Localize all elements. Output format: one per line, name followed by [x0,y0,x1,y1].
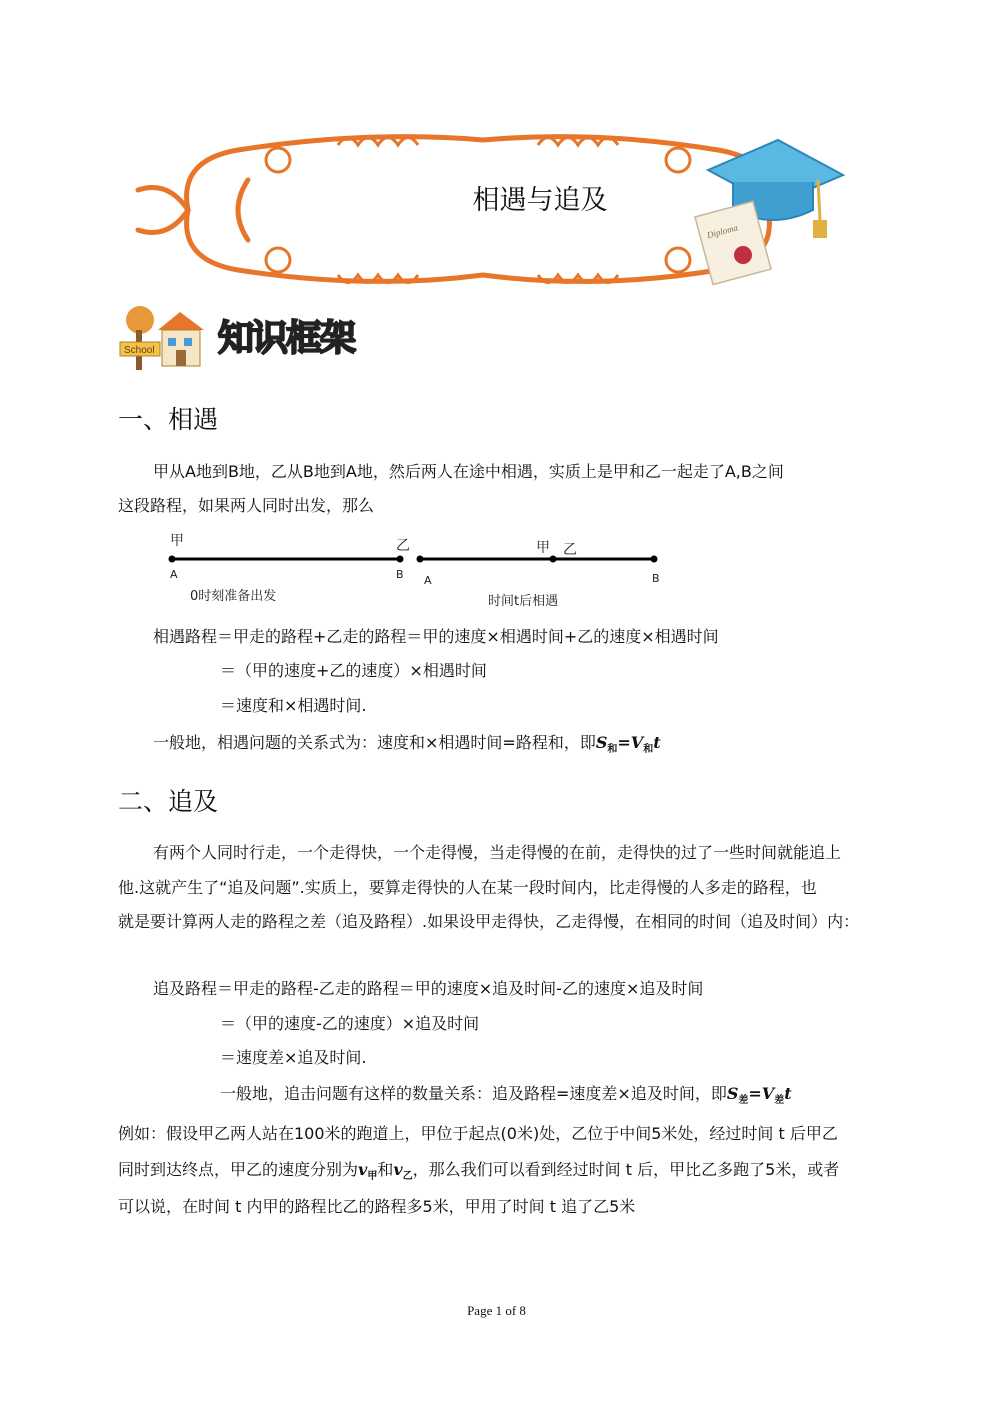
page-title: 相遇与追及 [472,185,608,216]
section2-para-line2: 他.这就产生了“追及问题”.实质上，要算走得快的人在某一段时间内，比走得慢的人多走的路程，也 [118,878,817,897]
example-line1: 例如：假设甲乙两人站在100米的跑道上，甲位于起点(0米)处，乙位于中间5米处，经过时间 t 后甲乙 [118,1124,838,1143]
diagram-right-yi: 乙 [563,542,577,558]
svg-text:School: School [124,345,155,356]
section2-para-line1: 有两个人同时行走，一个走得快，一个走得慢，当走得慢的在前，走得快的过了一些时间就能追上 [153,843,842,862]
svg-text:Diploma: Diploma [705,222,739,241]
school-house-icon [118,300,208,378]
section2-heading: 二、追及 [118,787,219,816]
section2-formula-line1: 追及路程＝甲走的路程-乙走的路程＝甲的速度×追及时间-乙的速度×追及时间 [153,979,704,998]
section2-formula-line2: ＝（甲的速度-乙的速度）×追及时间 [220,1014,480,1033]
example-line3: 可以说，在时间 t 内甲的路程比乙的路程多5米，甲用了时间 t 追了乙5米 [118,1197,636,1216]
diagram-right-a: A [424,574,432,587]
diagram-right-jia: 甲 [536,540,550,556]
section1-formula-line3: ＝速度和×相遇时间. [220,696,367,715]
section2-general: 一般地，追击问题有这样的数量关系：追及路程=速度差×追及时间，即$S_差=V_差t$ [220,1084,792,1107]
pursuit-equation: $S_差=V_差t$ [726,1084,792,1107]
point-b-dot [397,556,404,563]
knowledge-frame-heading: 知识框架 [218,318,355,359]
diagram-right-caption: 时间t后相遇 [488,594,559,609]
section1-para-line2: 这段路程，如果两人同时出发，那么 [118,496,375,515]
diagram-left-b: B [396,568,404,581]
section1-formula-line1: 相遇路程＝甲走的路程+乙走的路程＝甲的速度×相遇时间+乙的速度×相遇时间 [153,627,719,646]
section1-para-line1: 甲从A地到B地，乙从B地到A地，然后两人在途中相遇，实质上是甲和乙一起走了A,B之间 [153,462,784,481]
section2-formula-line3: ＝速度差×追及时间. [220,1048,367,1067]
v-jia-symbol: $v_甲$ [358,1160,378,1183]
diagram-left-a: A [170,568,178,581]
section1-general: 一般地，相遇问题的关系式为：速度和×相遇时间=路程和，即$S_和=V_和t$ [153,733,661,756]
example-line2: 同时到达终点，甲乙的速度分别为$v_甲$和$v_乙$，那么我们可以看到经过时间 t 后，甲比乙多跑了5米，或者 [118,1160,840,1183]
diagram-left-jia: 甲 [170,533,184,549]
diagram-left-caption: 0时刻准备出发 [190,589,277,604]
meeting-equation: $S_和=V_和t$ [595,733,661,756]
v-yi-symbol: $v_乙$ [393,1160,413,1183]
meeting-point-dot [550,556,557,563]
diagram-left-yi: 乙 [396,538,410,554]
section1-formula-line2: ＝（甲的速度+乙的速度）×相遇时间 [220,661,487,680]
section2-para-line3: 就是要计算两人走的路程之差（追及路程）.如果设甲走得快，乙走得慢，在相同的时间（追及时间）内： [118,912,860,931]
page-footer: Page 1 of 8 [467,1303,526,1318]
diagram-right-b: B [652,572,660,585]
section1-heading: 一、相遇 [118,405,219,434]
point-a-dot [169,556,176,563]
